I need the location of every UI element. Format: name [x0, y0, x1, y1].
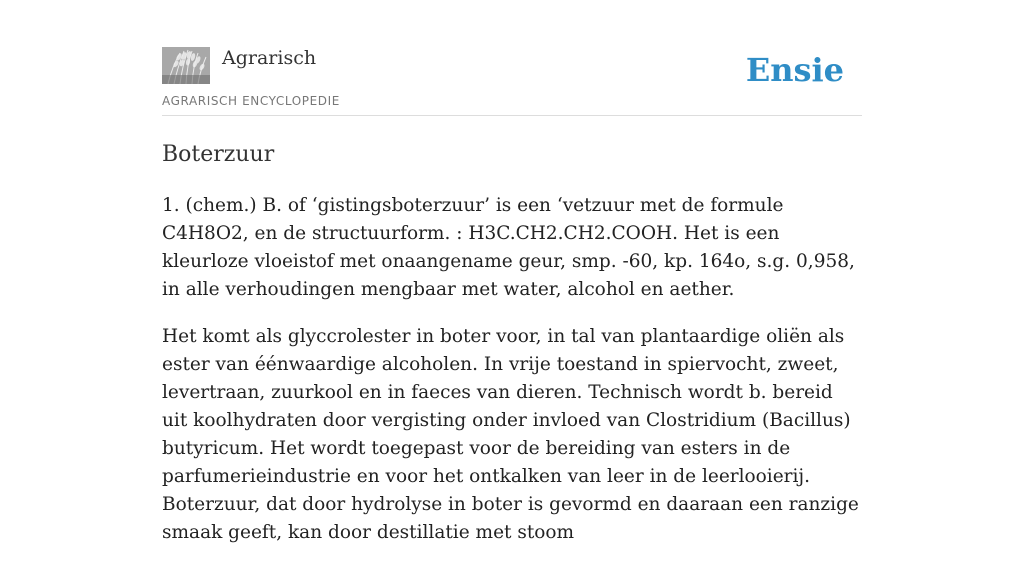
wheat-grain-logo-icon[interactable] — [162, 47, 210, 84]
site-header — [162, 0, 862, 116]
page-title: Boterzuur — [162, 142, 275, 167]
brand-logo-link[interactable]: Ensie — [745, 51, 844, 89]
source-subtitle: AGRARISCH ENCYCLOPEDIE — [162, 94, 340, 108]
article-body — [162, 192, 862, 566]
source-name[interactable]: Agrarisch — [222, 47, 317, 69]
article-paragraph: Het komt als glyccrolester in boter voor, in tal van plantaardige oliën als ester van éénwaardige alcoholen. In vrije toestand in spiervocht, zweet, levertraan, zuurkool en in faeces van dieren. Technisch wordt b. bereid uit koolhydraten door vergisting onder invloed van Clostridium (Bacillus) butyricum. Het wordt toegepast voor de bereiding van esters in de parfumerieindustrie en voor het ontkalken van leer in de leerlooierij. Boterzuur, dat door hydrolyse in boter is gevormd en daaraan een ranzige smaak geeft, kan door destillatie met stoom — [162, 326, 859, 543]
page-container — [162, 0, 862, 543]
article-paragraph: 1. (chem.) B. of ‘gistingsboterzuur’ is een ‘vetzuur met de formule C4H8O2, en de structuurform. : H3C.CH2.CH2.COOH. Het is een kleurloze vloeistof met onaangename geur, smp. -60, kp. 164o, s.g. 0,958, in alle verhoudingen mengbaar met water, alcohol en aether. — [162, 195, 855, 300]
